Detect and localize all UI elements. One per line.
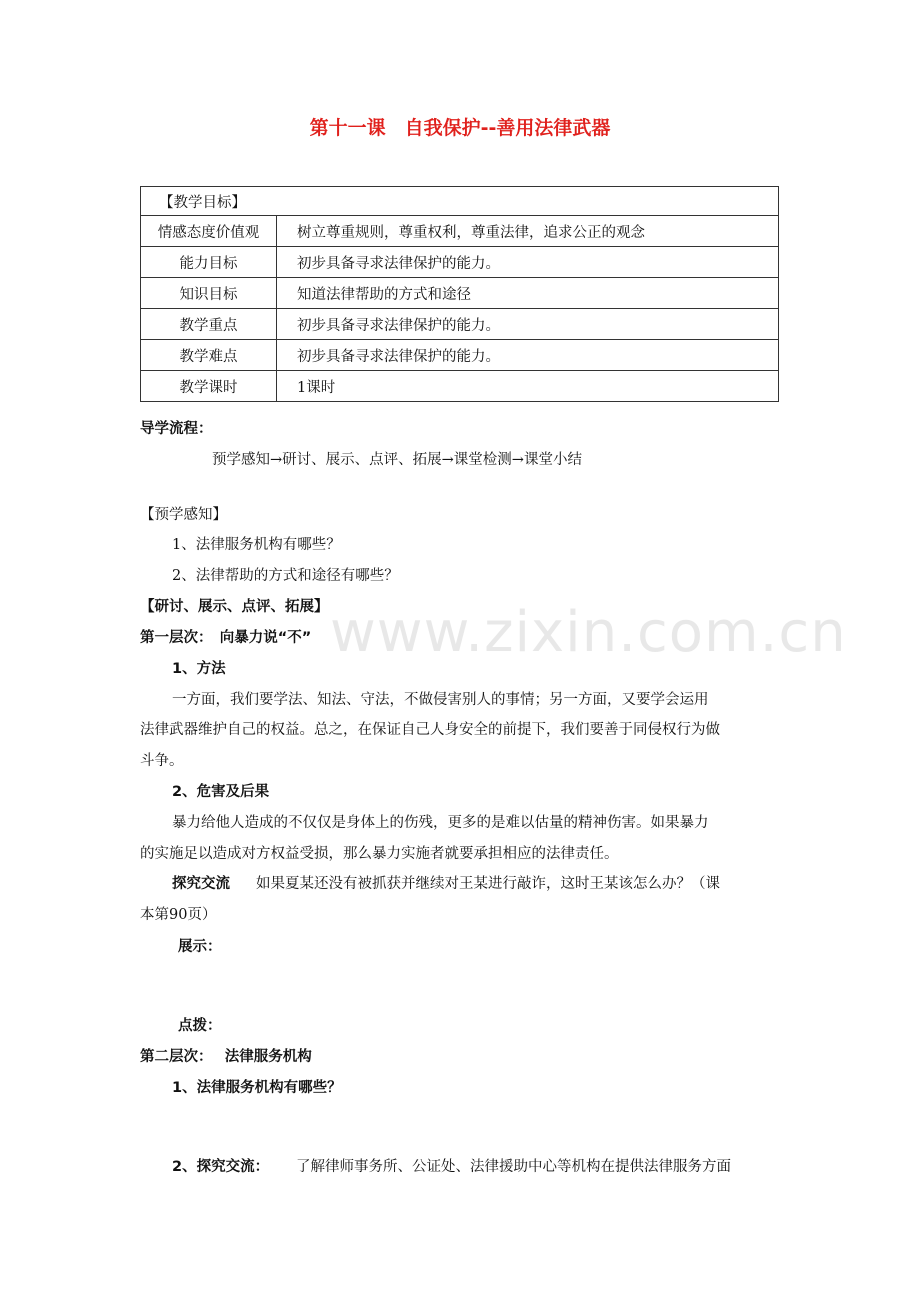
table-row <box>141 216 779 247</box>
discussion-heading: 【研讨、展示、点评、拓展】 <box>140 599 329 615</box>
teaching-objectives-table <box>140 186 779 402</box>
table-row <box>141 309 779 340</box>
row-label: 情感态度价值观 <box>141 216 277 247</box>
table-header: 【教学目标】 <box>141 187 779 216</box>
explore-label: 探究交流 <box>172 876 230 892</box>
explore-text-line-2: 本第90页） <box>140 907 217 923</box>
show-label: 展示： <box>178 939 222 955</box>
row-value: 1课时 <box>277 371 779 402</box>
preview-question-2: 2、法律帮助的方式和途径有哪些？ <box>172 568 399 584</box>
harm-heading: 2、危害及后果 <box>172 784 270 800</box>
row-label: 能力目标 <box>141 247 277 278</box>
tip-label: 点拨： <box>178 1018 222 1034</box>
level1-heading: 第一层次： 向暴力说“不” <box>140 630 312 646</box>
table-row <box>141 371 779 402</box>
level2-question-1: 1、法律服务机构有哪些？ <box>172 1080 342 1096</box>
row-label: 教学课时 <box>141 371 277 402</box>
explore-text-line-1: 如果夏某还没有被抓获并继续对王某进行敲诈，这时王某该怎么办？（课 <box>256 876 720 892</box>
page-title: 第十一课 自我保护--善用法律武器 <box>309 117 611 139</box>
watermark: www.zixin.com.cn <box>330 600 847 665</box>
table-row <box>141 247 779 278</box>
row-value: 知道法律帮助的方式和途径 <box>277 278 779 309</box>
harm-text-line-2: 的实施足以造成对方权益受损，那么暴力实施者就要承担相应的法律责任。 <box>140 846 619 862</box>
flow-steps: 预学感知→研讨、展示、点评、拓展→课堂检测→课堂小结 <box>212 452 582 468</box>
level2-explore-label: 2、探究交流： <box>172 1159 270 1175</box>
method-text-line-2: 法律武器维护自己的权益。总之，在保证自己人身安全的前提下，我们要善于同侵权行为做 <box>140 722 720 738</box>
method-heading: 1、方法 <box>172 661 226 677</box>
table-row <box>141 340 779 371</box>
method-text-line-3: 斗争。 <box>140 753 184 769</box>
level2-heading: 第二层次： 法律服务机构 <box>140 1049 312 1065</box>
harm-text-line-1: 暴力给他人造成的不仅仅是身体上的伤残，更多的是难以估量的精神伤害。如果暴力 <box>172 815 709 831</box>
row-label: 教学难点 <box>141 340 277 371</box>
level2-explore-text: 了解律师事务所、公证处、法律援助中心等机构在提供法律服务方面 <box>296 1159 731 1175</box>
row-value: 树立尊重规则，尊重权利，尊重法律，追求公正的观念 <box>277 216 779 247</box>
preview-heading: 【预学感知】 <box>140 507 227 523</box>
row-label: 教学重点 <box>141 309 277 340</box>
row-value: 初步具备寻求法律保护的能力。 <box>277 309 779 340</box>
preview-question-1: 1、法律服务机构有哪些？ <box>172 537 341 553</box>
row-value: 初步具备寻求法律保护的能力。 <box>277 340 779 371</box>
row-label: 知识目标 <box>141 278 277 309</box>
method-text-line-1: 一方面，我们要学法、知法、守法，不做侵害别人的事情；另一方面，又要学会运用 <box>172 692 709 708</box>
table-row <box>141 278 779 309</box>
row-value: 初步具备寻求法律保护的能力。 <box>277 247 779 278</box>
flow-heading: 导学流程： <box>140 421 213 437</box>
